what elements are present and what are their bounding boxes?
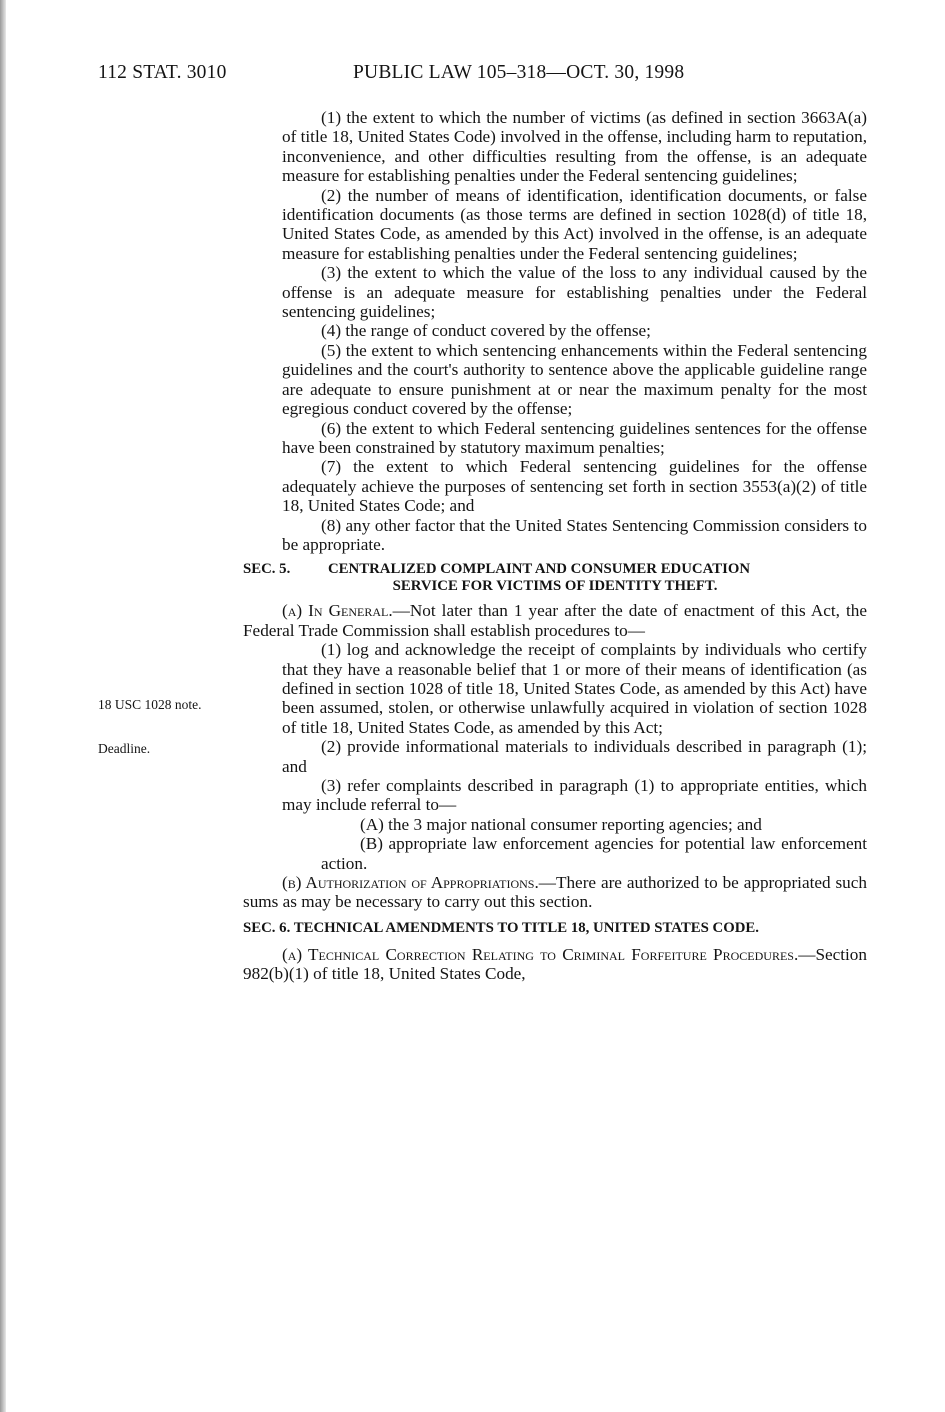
page-header — [98, 62, 868, 86]
section-6-heading: SEC. 6. TECHNICAL AMENDMENTS TO TITLE 18, UNITED STATES CODE. — [243, 919, 759, 936]
paragraph-8: (8) any other factor that the United States Sentencing Commission considers to be appropriate. — [282, 515, 867, 554]
subsection-b-appropriations — [243, 873, 867, 912]
subsection-b-text: —There are authorized to be appropriated such sums as may be necessary to carry out this section. — [243, 873, 867, 912]
subsection-a-3-B: (B) appropriate law enforcement agencies for potential law enforcement action. — [321, 834, 867, 873]
section-6-a-heading: (a) Technical Correction Relating to Criminal Forfeiture Procedures. — [282, 944, 799, 964]
subsection-a-3-A: (A) the 3 major national consumer reporting agencies; and — [360, 814, 762, 834]
subsection-a-3: (3) refer complaints described in paragraph (1) to appropriate entities, which may include referral to— — [282, 776, 867, 815]
subsection-a-2: (2) provide informational materials to individuals described in paragraph (1); and — [282, 737, 867, 776]
paragraph-6: (6) the extent to which Federal sentencing guidelines sentences for the offense have been constrained by statutory maximum penalties; — [282, 418, 867, 457]
paragraph-5: (5) the extent to which sentencing enhancements within the Federal sentencing guidelines and the court's authority to sentence above the applicable guideline range are adequate to ensure punishment at or near the maximum penalty for the most egregious conduct covered by the offense; — [282, 340, 867, 419]
subsection-a-text: —Not later than 1 year after the date of enactment of this Act, the Federal Trade Commission shall establish procedures to— — [243, 601, 867, 640]
section-5-number: SEC. 5. — [243, 561, 291, 578]
section-6-subsection-a — [243, 945, 867, 984]
subsection-a-heading: (a) In General. — [282, 601, 393, 621]
paragraph-3: (3) the extent to which the value of the loss to any individual caused by the offense is an adequate measure for establishing penalties under the Federal sentencing guidelines; — [282, 263, 867, 322]
subsection-b-heading: (b) Authorization of Appropriations. — [282, 873, 539, 893]
stat-page-number: 112 STAT. 3010 — [98, 62, 227, 83]
subsection-a-general — [243, 601, 867, 640]
paragraph-1: (1) the extent to which the number of victims (as defined in section 3663A(a) of title 18, United States Code) involved in the offense, including harm to reputation, inconvenience, and other difficulties resulting from the offense, is an adequate measure for establishing penalties under the Federal sentencing guidelines; — [282, 108, 867, 186]
section-5-heading — [243, 561, 867, 595]
page-binding-edge — [0, 0, 6, 1412]
public-law-title: PUBLIC LAW 105–318—OCT. 30, 1998 — [353, 62, 685, 83]
section-5-title-line1: CENTRALIZED COMPLAINT AND CONSUMER EDUCATION — [328, 561, 751, 578]
margin-note-usc: 18 USC 1028 note. — [98, 697, 202, 712]
paragraph-7: (7) the extent to which Federal sentencing guidelines for the offense adequately achieve the purposes of sentencing set forth in section 3553(a)(2) of title 18, United States Code; and — [282, 457, 867, 516]
margin-note-deadline: Deadline. — [98, 741, 151, 756]
section-6-a-text: —Section 982(b)(1) of title 18, United States Code, — [243, 944, 867, 984]
subsection-a-1: (1) log and acknowledge the receipt of complaints by individuals who certify that they have a reasonable belief that 1 or more of their means of identification (as defined in section 1028 of title 18, United States Code, as amended by this Act) have been assumed, stolen, or otherwise unlawfully acquired in violation of section 1028 of title 18, United States Code, as amended by this Act; — [282, 640, 867, 737]
document-body — [243, 108, 867, 984]
section-5-title-line2: SERVICE FOR VICTIMS OF IDENTITY THEFT. — [392, 578, 718, 595]
paragraph-2: (2) the number of means of identification, identification documents, or false identification documents (as those terms are defined in section 1028(d) of title 18, United States Code, as amended by this Act) involved in the offense, is an adequate measure for establishing penalties under the Federal sentencing guidelines; — [282, 185, 867, 263]
paragraph-4: (4) the range of conduct covered by the offense; — [321, 321, 651, 341]
